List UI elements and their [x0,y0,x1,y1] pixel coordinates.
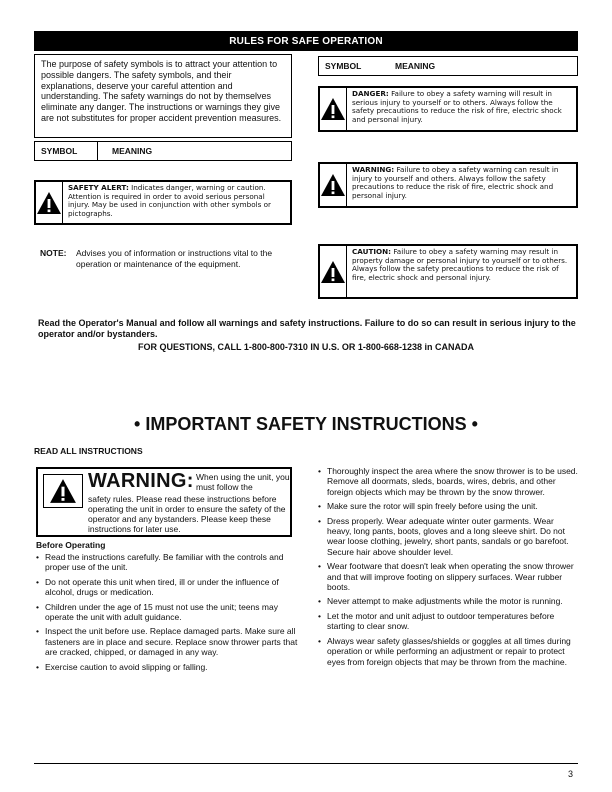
list-item [36,602,298,623]
safety-alert-box [34,180,292,225]
list-item-text: Exercise caution to avoid slipping or falling. [45,661,208,672]
bullet-glyph: • [318,635,321,646]
safety-alert-text [63,182,290,223]
danger-description: Failure to obey a safety warning will result in serious injury to yourself or to others. Always follow the safety precautions to reduce the risk of fire, electric shock and personal injury. [352,89,562,124]
note-block [40,248,300,269]
caution-description: Failure to obey a safety warning may result in property damage or personal injury to yourself or to others. Always follow the safety precautions to reduce the risk of fire, electric shock and personal injury. [352,247,568,282]
warning-body-text: safety rules. Please read these instructions before operating the unit in order to ensure the safety of the operator and any bystanders. Please keep these instructions for later use. [88,494,286,534]
page-title: • IMPORTANT SAFETY INSTRUCTIONS • [134,414,478,434]
bullet-glyph: • [318,501,321,512]
list-item-text: Thoroughly inspect the area where the snow thrower is to be used. Remove all doormats, sleds, boards, wires, debris, and other foreign objects which may be thrown by the snow thrower. [327,466,578,497]
warning-triangle-icon [36,182,63,223]
bullet-glyph: • [36,576,39,587]
list-item [318,501,580,511]
section-banner: RULES FOR SAFE OPERATION [34,31,578,51]
list-item-text: Let the motor and unit adjust to outdoor temperatures before starting to clear snow. [327,610,555,632]
list-item-text: Read the instructions carefully. Be familiar with the controls and proper use of the unit. [45,552,284,573]
bullet-glyph: • [36,601,39,612]
list-item [318,636,580,667]
bullet-glyph: • [318,596,321,607]
note-text: Advises you of information or instructions vital to the operation or maintenance of the equipment. [76,248,273,269]
symbol-column-label: SYMBOL [41,146,78,156]
bullet-glyph: • [318,466,321,476]
list-item [36,662,298,672]
warning-alert-description: Failure to obey a safety warning can result in injury to yourself and others. Always follow the safety precautions to reduce the risk of fire, electric shock and personal injury. [352,165,559,200]
warning-alert-box [318,162,578,208]
caution-text [347,246,576,297]
list-item [318,561,580,592]
list-item-text: Do not operate this unit when tired, ill or under the influence of alcohol, drugs or medication. [45,576,279,598]
before-operating-heading: Before Operating [36,540,106,550]
safety-alert-label: SAFETY ALERT: [68,183,129,192]
symbol-table-header-right [318,56,578,76]
footer-rule [34,763,578,764]
list-item-text: Never attempt to make adjustments while the motor is running. [327,596,563,607]
symbol-table-header-left [34,141,292,161]
list-item [318,596,580,606]
bullet-glyph: • [36,552,39,562]
caution-label: CAUTION: [352,247,392,256]
bullet-glyph: • [318,610,321,621]
list-item [318,466,580,497]
warning-alert-label: WARNING: [352,165,395,174]
list-item-text: Children under the age of 15 must not use the unit; teens may operate the unit with adult guidance. [45,601,278,623]
list-item [318,516,580,558]
list-item-text: Wear footware that doesn't leak when operating the snow thrower and that will improve footing on slippery surfaces. Wear rubber boots. [327,561,574,593]
meaning-column-label: MEANING [112,146,153,156]
symbol-column-label: SYMBOL [325,61,362,71]
list-item-text: Make sure the rotor will spin freely before using the unit. [327,501,538,512]
meaning-column-label: MEANING [395,61,436,71]
warning-heading: WARNING: [88,470,194,492]
page-number: 3 [568,769,574,779]
list-item-text: Always wear safety glasses/shields or goggles at all times during operation or while performing an adjustment or repair to protect eyes from foreign objects that may be thrown from the machine. [327,635,571,667]
warning-side-text: When using the unit, you must follow the [196,472,290,492]
note-label: NOTE: [40,248,67,258]
warning-box [36,467,292,537]
left-bullet-list [36,552,298,676]
bullet-glyph: • [318,561,321,572]
danger-text [347,88,576,130]
bullet-glyph: • [36,661,39,672]
read-all-heading: READ ALL INSTRUCTIONS [34,446,143,456]
safety-alert-description: Indicates danger, warning or caution. Attention is required in order to avoid serious personal injury. May be used in conjunction with other symbols or pictographs. [68,183,271,218]
warning-triangle-icon [43,474,83,508]
warning-triangle-icon [320,164,347,206]
read-manual-notice: Read the Operator's Manual and follow all warnings and safety instructions. Failure to do so can result in serious injury to the operator and/or bystanders. [38,318,576,339]
caution-box [318,244,578,299]
danger-box [318,86,578,132]
danger-label: DANGER: [352,89,389,98]
list-item [36,577,298,598]
warning-triangle-icon [320,246,347,297]
list-item [36,552,298,573]
list-item [36,626,298,657]
list-item-text: Inspect the unit before use. Replace damaged parts. Make sure all fasteners are in place and secure. Replace snow thrower parts that are cracked, chipped, or damaged in any way. [45,626,298,658]
bullet-glyph: • [318,515,321,526]
warning-triangle-icon [320,88,347,130]
phone-contact-line: FOR QUESTIONS, CALL 1-800-800-7310 IN U.S. OR 1-800-668-1238 in CANADA [138,342,474,352]
right-bullet-list [318,466,580,671]
bullet-glyph: • [36,626,39,637]
intro-text: The purpose of safety symbols is to attract your attention to possible dangers. The safety symbols, and their explanations, deserve your careful attention and understanding. The safety warnings do not by themselves eliminate any danger. The instructions or warnings they give are not substitutes for proper accident prevention measures. [34,54,292,138]
warning-alert-text [347,164,576,206]
list-item [318,611,580,632]
list-item-text: Dress properly. Wear adequate winter outer garments. Wear heavy, long pants, boots, gloves and a long sleeve shirt. Do not wear loose clothing, jewelry, short pants, sandals or go barefoot. Secure hair above shoulder level. [327,515,569,557]
